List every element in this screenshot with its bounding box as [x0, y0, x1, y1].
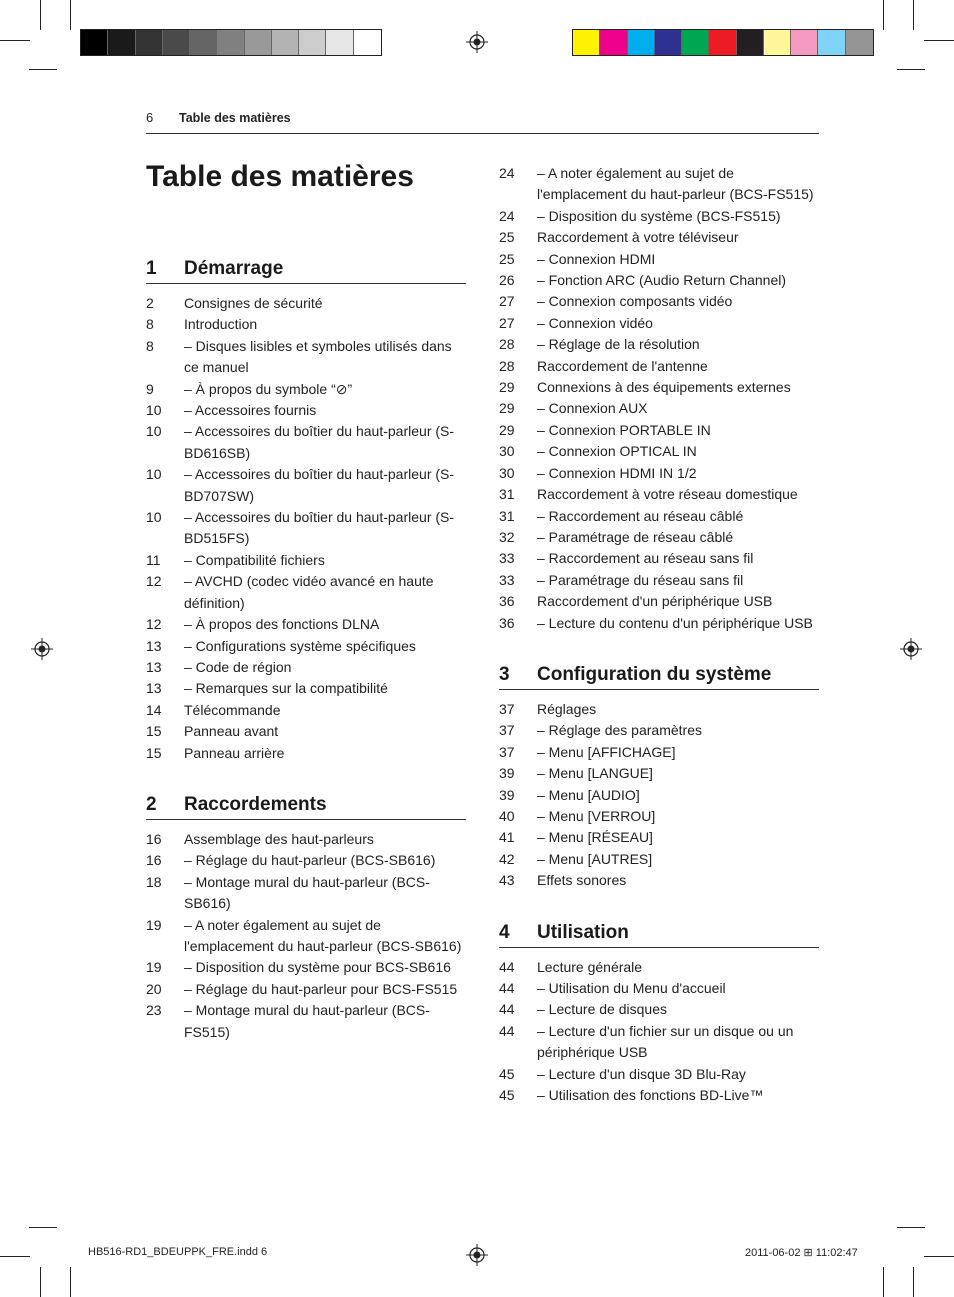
toc-entry-text: – Menu [AUDIO] — [537, 786, 640, 803]
toc-section — [499, 664, 819, 892]
color-swatch — [245, 30, 272, 55]
toc-entry — [146, 743, 466, 764]
toc-entry-text: Consignes de sécurité — [184, 295, 323, 311]
toc-entry-text: – Raccordement au réseau sans fil — [537, 550, 754, 567]
toc-entry-page: 37 — [499, 743, 515, 760]
crop-mark — [70, 0, 71, 30]
crop-mark — [70, 1267, 71, 1297]
toc-entry-text: Lecture générale — [537, 958, 643, 975]
toc-entry-text: – Réglage du haut-parleur (BCS-SB616) — [184, 852, 436, 869]
toc-entry-page: 12 — [146, 616, 162, 633]
toc-entry — [146, 872, 466, 915]
toc-entry-text: Raccordement à votre réseau domestique — [537, 486, 798, 503]
toc-entry-text: – Disposition du système pour BCS-SB616 — [184, 959, 451, 976]
toc-entry-text: – Remarques sur la compatibilité — [184, 680, 388, 697]
section-number: 1 — [146, 258, 157, 279]
toc-entry-text: Télécommande — [184, 701, 281, 718]
toc-entry-text: – Accessoires du boîtier du haut-parleur (S-BD707SW) — [184, 466, 455, 504]
toc-entry — [499, 1064, 819, 1085]
toc-entry-text: – Connexion vidéo — [537, 314, 653, 331]
color-swatch — [272, 30, 299, 55]
toc-entry-page: 20 — [146, 980, 162, 997]
toc-entry-text: Assemblage des haut-parleurs — [184, 830, 374, 847]
toc-entry — [499, 506, 819, 527]
color-swatch — [655, 30, 682, 55]
toc-entry-page: 8 — [146, 337, 154, 354]
color-swatch — [354, 30, 381, 55]
toc-entry-page: 19 — [146, 959, 162, 976]
toc-entry — [499, 163, 819, 206]
toc-entry — [499, 206, 819, 227]
toc-entry — [499, 484, 819, 505]
toc-entry-page: 16 — [146, 852, 162, 869]
toc-entry — [499, 420, 819, 441]
toc-entry-text: – Compatibilité fichiers — [184, 551, 325, 568]
toc-entry-page: 45 — [499, 1065, 515, 1082]
toc-entry — [146, 507, 466, 550]
toc-entry — [146, 700, 466, 721]
grayscale-color-bar — [80, 29, 382, 56]
color-swatch — [682, 30, 709, 55]
toc-section — [146, 794, 466, 1043]
toc-entry-page: 10 — [146, 466, 162, 483]
toc-entry-page: 10 — [146, 423, 162, 440]
toc-entry-page: 10 — [146, 509, 162, 526]
toc-entry — [146, 293, 466, 314]
toc-entry — [499, 377, 819, 398]
section-number: 2 — [146, 793, 157, 815]
toc-entry — [499, 570, 819, 591]
toc-entry-page: 44 — [499, 1022, 515, 1039]
toc-entry-page: 15 — [146, 723, 162, 740]
color-swatch — [709, 30, 736, 55]
toc-entry — [146, 915, 466, 958]
toc-entry — [146, 400, 466, 421]
toc-entry — [499, 313, 819, 334]
toc-entry-page: 44 — [499, 980, 515, 996]
toc-entry-page: 11 — [146, 551, 161, 568]
toc-entry-text: – Lecture du contenu d'un périphérique USB — [537, 614, 813, 631]
toc-entry-page: 25 — [499, 229, 515, 246]
toc-entry-text: Connexions à des équipements externes — [537, 379, 791, 396]
toc-entry-page: 41 — [499, 829, 515, 846]
toc-entry — [146, 979, 466, 1000]
toc-entry-page: 39 — [499, 786, 515, 803]
toc-entry — [146, 464, 466, 507]
running-title: Table des matières — [179, 111, 291, 125]
toc-entry — [499, 870, 819, 891]
toc-left-column — [146, 258, 466, 1043]
toc-entry — [146, 614, 466, 635]
color-swatch — [573, 30, 600, 55]
color-swatch — [190, 30, 217, 55]
toc-entry — [146, 421, 466, 464]
running-header — [146, 110, 291, 125]
toc-entry-page: 45 — [499, 1087, 515, 1104]
toc-entry-text: – Utilisation des fonctions BD-Live™ — [537, 1087, 764, 1104]
section-heading — [146, 794, 466, 820]
toc-entry-text: – Fonction ARC (Audio Return Channel) — [537, 272, 787, 289]
toc-entry-text: Effets sonores — [537, 872, 627, 889]
toc-entry-text: – Accessoires du boîtier du haut-parleur (S-BD515FS) — [184, 509, 455, 547]
crop-mark — [883, 1267, 884, 1297]
toc-entry-text: – Lecture de disques — [537, 1001, 667, 1018]
color-swatch — [737, 30, 764, 55]
color-swatch — [764, 30, 791, 55]
toc-entry-text: – Accessoires fournis — [184, 402, 317, 419]
toc-entry — [499, 334, 819, 355]
toc-entry-text: – Réglage des paramètres — [537, 722, 702, 739]
color-swatch — [299, 30, 326, 55]
toc-entry — [146, 379, 466, 400]
section-entries — [146, 829, 466, 1043]
toc-entry — [499, 849, 819, 870]
toc-entry — [499, 227, 819, 248]
toc-entry — [146, 678, 466, 699]
toc-entry — [499, 527, 819, 548]
toc-entry-page: 9 — [146, 380, 154, 397]
toc-entry-text: – Menu [AFFICHAGE] — [537, 743, 676, 760]
toc-entry-text: – À propos du symbole “⊘” — [184, 380, 353, 397]
toc-entry-page: 43 — [499, 872, 515, 889]
color-swatch — [818, 30, 845, 55]
toc-entry — [499, 763, 819, 784]
color-swatch — [163, 30, 190, 55]
toc-entry-text: – Raccordement au réseau câblé — [537, 507, 744, 524]
color-swatch — [326, 30, 353, 55]
toc-section — [499, 922, 819, 1107]
toc-entry-text: Raccordement à votre téléviseur — [537, 229, 739, 246]
section-heading — [499, 922, 819, 948]
toc-entry-page: 36 — [499, 593, 515, 610]
toc-entry-page: 16 — [146, 830, 162, 847]
toc-entry-text: – Disposition du système (BCS-FS515) — [537, 207, 781, 224]
toc-entry-page: 30 — [499, 443, 515, 460]
toc-entry-text: Panneau avant — [184, 723, 279, 740]
color-swatch — [108, 30, 135, 55]
toc-entry — [499, 548, 819, 569]
toc-entry-page: 26 — [499, 272, 515, 289]
toc-entry-text: Raccordement d'un périphérique USB — [537, 593, 773, 610]
toc-entry-page: 19 — [146, 916, 162, 933]
toc-entry-text: – Connexion OPTICAL IN — [537, 443, 697, 460]
toc-entry-page: 23 — [146, 1002, 162, 1019]
section-number: 3 — [499, 663, 510, 685]
color-swatch — [628, 30, 655, 55]
page-number: 6 — [146, 110, 154, 125]
crop-mark — [924, 1256, 954, 1257]
color-swatch — [791, 30, 818, 55]
toc-entry-page: 2 — [146, 295, 154, 311]
crop-mark — [924, 40, 954, 41]
toc-entry-text: – Disques lisibles et symboles utilisés dans ce manuel — [184, 337, 452, 376]
toc-entry-text: – Lecture d'un fichier sur un disque ou un périphérique USB — [537, 1022, 794, 1061]
toc-entry-page: 28 — [499, 357, 515, 374]
toc-entry-text: – Connexion HDMI — [537, 250, 656, 267]
toc-entry-page: 13 — [146, 680, 162, 697]
toc-entry-page: 12 — [146, 573, 162, 590]
toc-entry-page: 15 — [146, 744, 162, 761]
process-color-bar — [572, 29, 874, 56]
toc-entry-text: Réglages — [537, 700, 597, 717]
crop-mark — [913, 0, 914, 30]
crop-mark — [913, 1267, 914, 1297]
crop-mark — [29, 1227, 57, 1228]
crop-mark — [40, 1267, 41, 1297]
toc-entry-text: – Code de région — [184, 658, 292, 675]
toc-entry-page: 24 — [499, 165, 515, 181]
toc-entry-text: – AVCHD (codec vidéo avancé en haute définition) — [184, 573, 434, 611]
toc-entry-text: – Utilisation du Menu d'accueil — [537, 980, 726, 996]
toc-entry-page: 28 — [499, 336, 515, 353]
toc-entry — [499, 785, 819, 806]
toc-entry-page: 42 — [499, 850, 515, 867]
crop-mark — [897, 1227, 925, 1228]
toc-entry-text: – Menu [AUTRES] — [537, 850, 653, 867]
page-title: Table des matières — [146, 160, 414, 193]
toc-entry-page: 39 — [499, 765, 515, 782]
toc-entry-text: – Connexion PORTABLE IN — [537, 421, 711, 438]
toc-entry — [499, 249, 819, 270]
toc-entry-text: – Connexion composants vidéo — [537, 293, 733, 310]
registration-mark-icon — [466, 31, 488, 53]
toc-entry-text: – Paramétrage du réseau sans fil — [537, 571, 744, 588]
toc-entry — [499, 441, 819, 462]
toc-entry — [146, 657, 466, 678]
toc-entry — [499, 957, 819, 978]
toc-entry-text: – A noter également au sujet de l'emplacement du haut-parleur (BCS-SB616) — [184, 916, 462, 954]
section-entries — [146, 293, 466, 764]
toc-entry-text: – Connexion AUX — [537, 400, 648, 417]
toc-entry-page: 18 — [146, 873, 162, 890]
toc-entry-page: 37 — [499, 722, 515, 739]
toc-entry-page: 25 — [499, 250, 515, 267]
toc-entry — [499, 720, 819, 741]
toc-entry-page: 33 — [499, 571, 515, 588]
toc-entry — [146, 957, 466, 978]
color-swatch — [136, 30, 163, 55]
toc-entry — [146, 721, 466, 742]
color-swatch — [846, 30, 873, 55]
toc-entry-text: Introduction — [184, 316, 258, 333]
toc-entry-text: – Accessoires du boîtier du haut-parleur (S-BD616SB) — [184, 423, 455, 461]
color-swatch — [81, 30, 108, 55]
toc-entry-text: – A noter également au sujet de l'emplacement du haut-parleur (BCS-FS515) — [537, 165, 814, 203]
toc-entry-page: 32 — [499, 528, 515, 545]
section-heading — [499, 664, 819, 690]
toc-right-column — [499, 163, 819, 1106]
toc-entry — [499, 806, 819, 827]
file-slug: HB516-RD1_BDEUPPK_FRE.indd 6 — [88, 1246, 268, 1258]
toc-entry-text: – Réglage du haut-parleur pour BCS-FS515 — [184, 980, 458, 997]
toc-entry — [146, 636, 466, 657]
toc-entry-page: 13 — [146, 637, 162, 654]
toc-entry-text: – Montage mural du haut-parleur (BCS-SB616) — [184, 873, 430, 912]
toc-entry — [499, 291, 819, 312]
crop-mark — [897, 69, 925, 70]
section-number: 4 — [499, 921, 510, 943]
toc-entry-page: 33 — [499, 550, 515, 567]
toc-entry-page: 10 — [146, 402, 162, 419]
toc-entry-page: 27 — [499, 314, 515, 331]
crop-mark — [29, 69, 57, 70]
toc-entry-page: 27 — [499, 293, 515, 310]
registration-mark-icon — [31, 638, 53, 660]
toc-entry — [499, 978, 819, 999]
toc-section — [146, 258, 466, 764]
toc-entry-page: 29 — [499, 421, 515, 438]
continued-entries — [499, 163, 819, 634]
section-heading — [146, 258, 466, 284]
section-entries — [499, 957, 819, 1107]
toc-entry-page: 40 — [499, 807, 515, 824]
color-swatch — [600, 30, 627, 55]
crop-mark — [0, 1256, 30, 1257]
toc-entry — [499, 398, 819, 419]
toc-entry-page: 29 — [499, 400, 515, 417]
toc-entry — [146, 850, 466, 871]
toc-entry-text: – Menu [RÉSEAU] — [537, 829, 653, 846]
toc-entry — [499, 270, 819, 291]
toc-entry — [499, 1085, 819, 1106]
toc-entry — [499, 827, 819, 848]
section-entries — [499, 699, 819, 892]
section-title: Raccordements — [184, 793, 327, 815]
toc-entry-page: 44 — [499, 1001, 515, 1018]
toc-entry-page: 44 — [499, 958, 515, 975]
section-title: Démarrage — [184, 258, 284, 279]
toc-entry-text: – Lecture d'un disque 3D Blu-Ray — [537, 1065, 746, 1082]
toc-entry-page: 29 — [499, 379, 515, 396]
crop-mark — [0, 40, 30, 41]
toc-entry-text: Panneau arrière — [184, 744, 285, 761]
toc-entry — [146, 336, 466, 379]
registration-mark-icon — [900, 638, 922, 660]
toc-entry-page: 8 — [146, 316, 154, 333]
toc-entry — [499, 463, 819, 484]
toc-entry — [499, 1021, 819, 1064]
header-rule — [146, 133, 819, 134]
toc-entry-text: – Réglage de la résolution — [537, 336, 700, 353]
toc-entry-text: Raccordement de l'antenne — [537, 357, 708, 374]
toc-entry-page: 31 — [499, 507, 515, 524]
toc-entry — [499, 591, 819, 612]
toc-entry-page: 30 — [499, 464, 515, 481]
toc-entry — [499, 356, 819, 377]
toc-entry — [499, 999, 819, 1020]
toc-entry — [146, 550, 466, 571]
toc-entry — [146, 1000, 466, 1043]
registration-mark-icon — [466, 1244, 488, 1266]
toc-entry-text: – Menu [LANGUE] — [537, 765, 653, 782]
toc-entry-text: – Connexion HDMI IN 1/2 — [537, 464, 697, 481]
toc-entry — [146, 314, 466, 335]
toc-entry-text: – Menu [VERROU] — [537, 807, 656, 824]
toc-entry-page: 24 — [499, 207, 515, 224]
toc-entry-page: 37 — [499, 700, 515, 717]
toc-entry-page: 31 — [499, 486, 515, 503]
toc-entry-text: – Montage mural du haut-parleur (BCS-FS515) — [184, 1002, 430, 1040]
section-title: Utilisation — [537, 921, 629, 943]
crop-mark — [40, 0, 41, 30]
toc-entry — [499, 699, 819, 720]
crop-mark — [883, 0, 884, 30]
toc-entry-page: 36 — [499, 614, 515, 631]
toc-entry-page: 13 — [146, 658, 162, 675]
print-timestamp: 2011-06-02 ⊞ 11:02:47 — [745, 1247, 858, 1259]
toc-entry-text: – À propos des fonctions DLNA — [184, 616, 380, 633]
toc-entry — [146, 829, 466, 850]
color-swatch — [217, 30, 244, 55]
toc-entry — [146, 571, 466, 614]
toc-entry — [499, 613, 819, 634]
toc-entry-text: – Paramétrage de réseau câblé — [537, 528, 734, 545]
toc-entry — [499, 742, 819, 763]
toc-entry-text: – Configurations système spécifiques — [184, 637, 416, 654]
toc-entry-page: 14 — [146, 701, 162, 718]
section-title: Configuration du système — [537, 663, 772, 685]
